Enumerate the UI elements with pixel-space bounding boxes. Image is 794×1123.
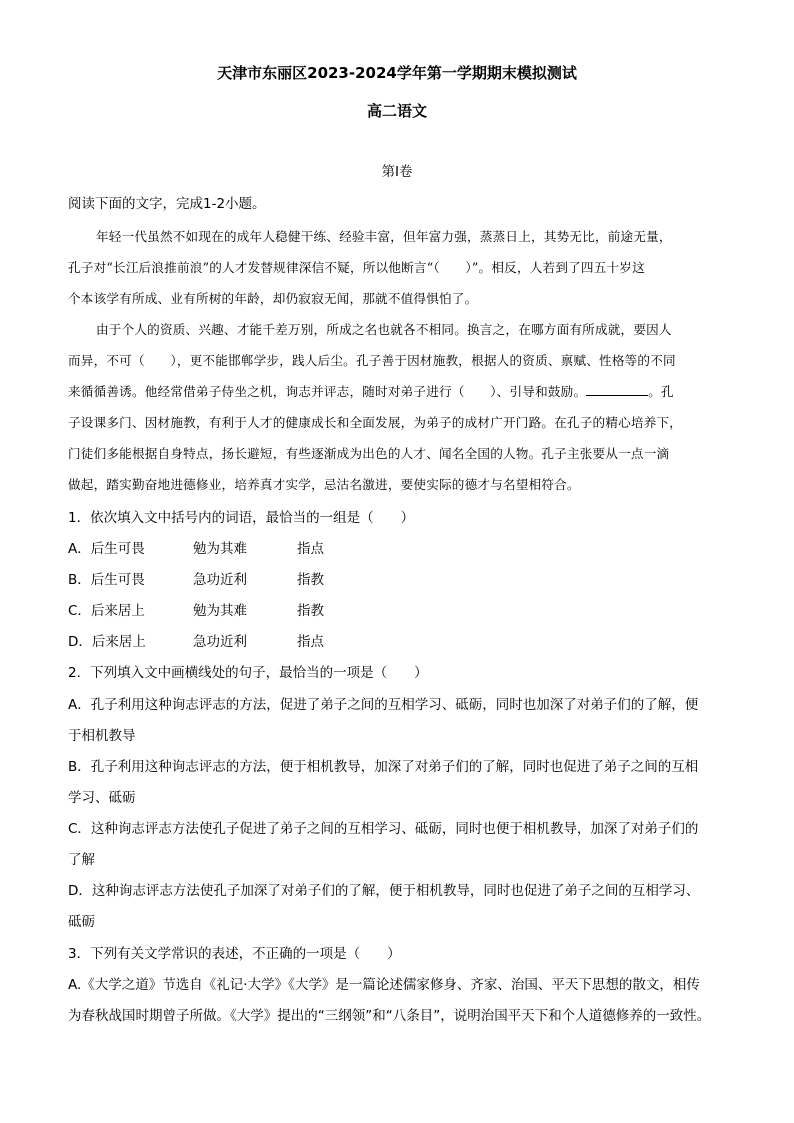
passage-line: 年轻一代虽然不如现在的成年人稳健干练、经验丰富，但年富力强，蒸蒸日上，其势无比，前途无量， <box>96 229 672 244</box>
question-1-option-b <box>68 568 324 588</box>
option-text: 指点 <box>297 541 324 557</box>
passage-line: 孔子对“长江后浪推前浪”的人才发替规律深信不疑，所以他断言“（ ）”。相反，人若到了四五十岁这 <box>68 260 645 275</box>
option-text: 后生可畏 <box>90 541 145 557</box>
document-title: 天津市东丽区2023-2024学年第一学期期末模拟测试 <box>217 64 577 82</box>
answer-underline-blank <box>586 383 648 396</box>
option-text: 指教 <box>297 603 324 619</box>
question-2-option-line: A．孔子利用这种询志评志的方法，促进了弟子之间的互相学习、砥砺，同时也加深了对弟子们的了解，便 <box>68 697 699 713</box>
question-2-option-line: D．这种询志评志方法使孔子加深了对弟子们的了解，便于相机教导，同时也促进了弟子之间的互相学习、 <box>68 883 700 899</box>
option-text: 急功近利 <box>193 634 247 650</box>
passage-line: 门徒们多能根据自身特点，扬长避短，有些逐渐成为出色的人才、闻名全国的人物。孔子主张要从一点一滴 <box>68 446 670 461</box>
option-letter: D． <box>68 634 92 650</box>
option-letter: B． <box>68 572 91 588</box>
question-1-option-d <box>68 630 324 650</box>
passage-line: 子设课多门、因材施教，有利于人才的健康成长和全面发展，为弟子的成材广开门路。在孔子的精心培养下， <box>68 415 683 430</box>
question-3-option-line: 为春秋战国时期曾子所做。《大学》提出的“三纲领”和“八条目”，说明治国平天下和个人道德修养的一致性。 <box>68 1008 711 1024</box>
question-1-option-c <box>68 599 324 619</box>
question-2-option-line: 了解 <box>68 852 95 868</box>
option-text: 指点 <box>297 634 324 650</box>
option-text: 勉为其难 <box>193 541 247 557</box>
passage-line: 由于个人的资质、兴趣、才能千差万别，所成之名也就各不相同。换言之，在哪方面有所成就，要因人 <box>96 322 672 337</box>
document-subtitle: 高二语文 <box>366 102 427 120</box>
question-2-option-line: 于相机教导 <box>68 728 136 744</box>
passage-text: 。孔 <box>648 384 674 399</box>
option-text: 后生可畏 <box>90 572 145 588</box>
question-3-stem: 3．下列有关文学常识的表述，不正确的一项是（ ） <box>68 946 401 962</box>
option-text: 指教 <box>297 572 324 588</box>
passage-text: 来循循善诱。他经常借弟子侍坐之机，询志并评志，随时对弟子进行（ ）、引导和鼓励。 <box>68 384 587 399</box>
passage-line <box>68 381 674 400</box>
question-2-stem: 2．下列填入文中画横线处的句子，最恰当的一项是（ ） <box>68 665 428 681</box>
reading-instruction: 阅读下面的文字，完成1-2小题。 <box>68 196 266 212</box>
passage-line: 个本该学有所成、业有所树的年龄，却仍寂寂无闻，那就不值得惧怕了。 <box>68 291 478 306</box>
question-2-option-line: 学习、砥砺 <box>68 790 136 806</box>
passage-line: 做起，踏实勤奋地进德修业，培养真才实学，忌沽名激进，要使实际的德才与名望相符合。 <box>68 477 580 492</box>
question-2-option-line: 砥砺 <box>68 914 95 930</box>
question-2-option-line: B．孔子利用这种询志评志的方法，便于相机教导，加深了对弟子们的了解，同时也促进了弟子之间的互相 <box>68 759 699 775</box>
option-letter: C． <box>68 603 91 619</box>
option-text: 后来居上 <box>91 634 146 650</box>
question-1-stem: 1．依次填入文中括号内的词语，最恰当的一组是（ ） <box>68 510 415 526</box>
part-heading: 第I卷 <box>381 164 413 180</box>
question-1-option-a <box>68 537 324 557</box>
option-text: 勉为其难 <box>193 603 247 619</box>
passage-line: 而异，不可（ ），更不能邯郸学步，践人后尘。孔子善于因材施教，根据人的资质、禀赋、性格等的不同 <box>68 353 676 368</box>
question-3-option-line: A.《大学之道》节选自《礼记·大学》《大学》是一篇论述儒家修身、齐家、治国、平天下思想的散文，相传 <box>68 977 700 993</box>
option-text: 急功近利 <box>193 572 247 588</box>
option-text: 后来居上 <box>90 603 145 619</box>
question-2-option-line: C．这种询志评志方法使孔子促进了弟子之间的互相学习、砥砺，同时也便于相机教导，加深了对弟子们的 <box>68 821 699 837</box>
option-letter: A． <box>68 541 91 557</box>
